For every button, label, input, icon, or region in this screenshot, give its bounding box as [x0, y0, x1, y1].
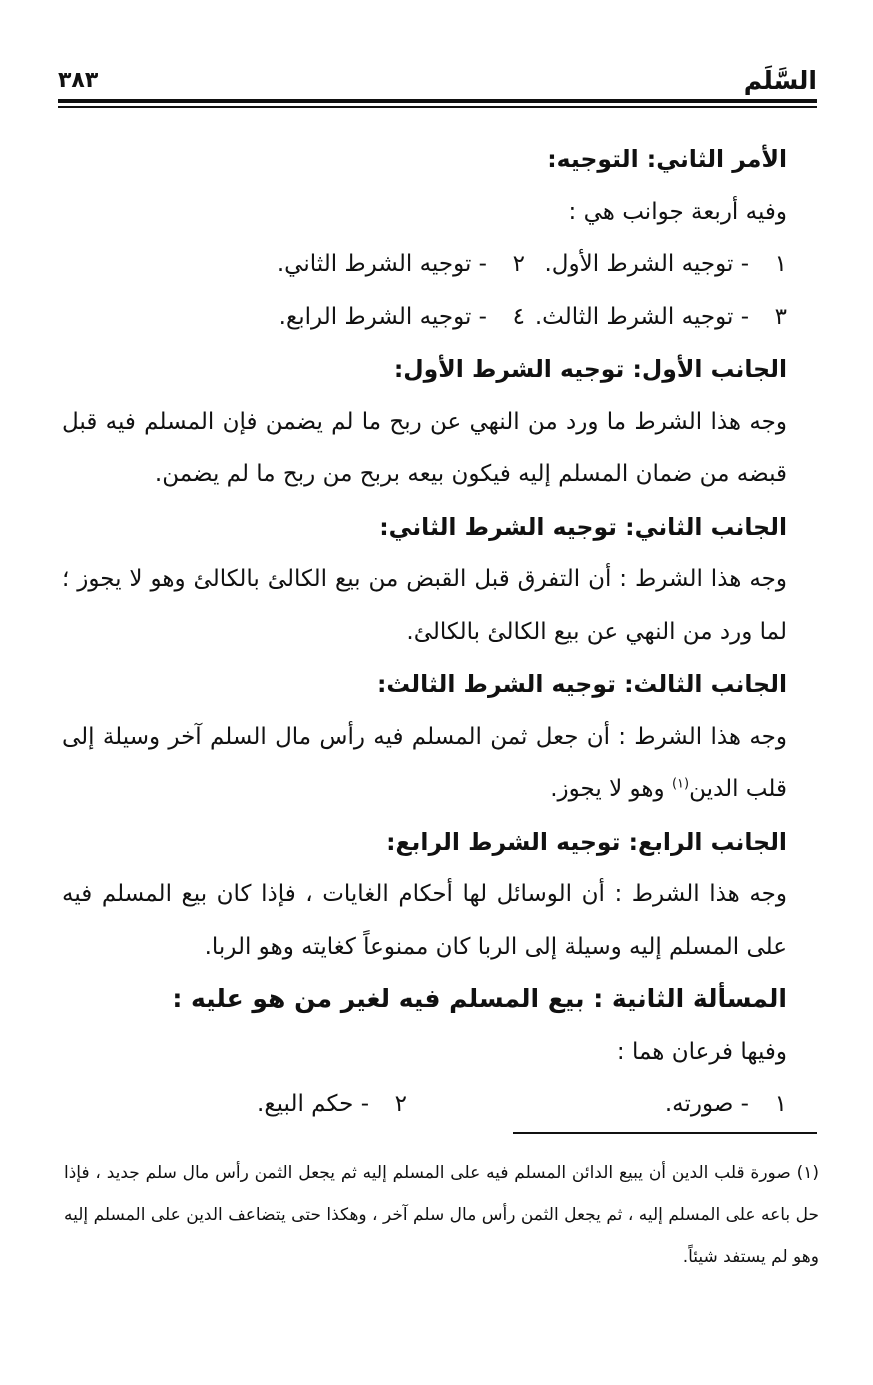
heading-side-1: الجانب الأول: توجيه الشرط الأول: [393, 355, 787, 383]
list-item: ٢- توجيه الشرط الثاني. [276, 251, 525, 277]
list-item: ١- توجيه الشرط الأول. [544, 251, 787, 277]
heading-side-4: الجانب الرابع: توجيه الشرط الرابع: [386, 827, 787, 856]
header-rule-thick [58, 99, 817, 103]
list-item: ٤- توجيه الشرط الرابع. [278, 303, 525, 330]
heading-side-2: الجانب الثاني: توجيه الشرط الثاني: [379, 512, 787, 541]
heading-second-matter: الأمر الثاني: التوجيه: [547, 145, 787, 173]
main-text [62, 133, 787, 1131]
list-row-2 [62, 291, 787, 344]
paragraph-side-3: وجه هذا الشرط : أن جعل ثمن المسلم فيه رأس مال السلم آخر وسيلة إلى قلب الدين$^{(١)}$ وهو لا يجوز. [62, 723, 787, 802]
list-item: ٢- حكم البيع. [257, 1091, 407, 1117]
heading-side-3: الجانب الثالث: توجيه الشرط الثالث: [376, 670, 787, 698]
footnote-ref: (١) [671, 776, 690, 792]
paragraph-side-1: وجه هذا الشرط ما ورد من النهي عن ربح ما لم يضمن فإن المسلم فيه قبل قبضه من ضمان المسلم إليه فيكون بيعه بربح من ربح ما لم يضمن. [62, 408, 787, 487]
header-rule-thin [58, 106, 817, 108]
intro-four-aspects: وفيه أربعة جوانب هي : [568, 198, 787, 225]
list-item: ٣- توجيه الشرط الثالث. [534, 303, 787, 330]
paragraph-side-4: وجه هذا الشرط : أن الوسائل لها أحكام الغايات ، فإذا كان بيع المسلم فيه على المسلم إليه وسيلة إلى الربا كان ممنوعاً كغايته وهو الربا. [62, 881, 787, 960]
paragraph-side-2: وجه هذا الشرط : أن التفرق قبل القبض من بيع الكالئ بالكالئ وهو لا يجوز ؛ لما ورد من النهي عن بيع الكالئ بالكالئ. [62, 566, 787, 645]
list-row-1 [62, 238, 787, 291]
page-number: ٣٨٣ [58, 68, 99, 93]
running-header [58, 54, 817, 98]
list-row-3 [62, 1078, 787, 1131]
heading-second-issue: المسألة الثانية : بيع المسلم فيه لغير من هو عليه : [172, 984, 787, 1013]
running-title: السَّلَم [743, 66, 817, 95]
footnotes [64, 1152, 819, 1278]
footnote-1: (١) صورة قلب الدين أن يبيع الدائن المسلم فيه على المسلم إليه ثم يجعل الثمن رأس مال سلم جديد ، فإذا حل باعه على المسلم إليه ، ثم يجعل الثمن رأس مال سلم آخر ، وهكذا حتى يتضاعف الدين على المسلم إليه وهو لم يستفد شيئاً. [64, 1163, 819, 1267]
intro-two-branches: وفيها فرعان هما : [616, 1038, 787, 1065]
footnote-rule [513, 1132, 817, 1134]
list-item: ١- صورته. [664, 1091, 787, 1117]
